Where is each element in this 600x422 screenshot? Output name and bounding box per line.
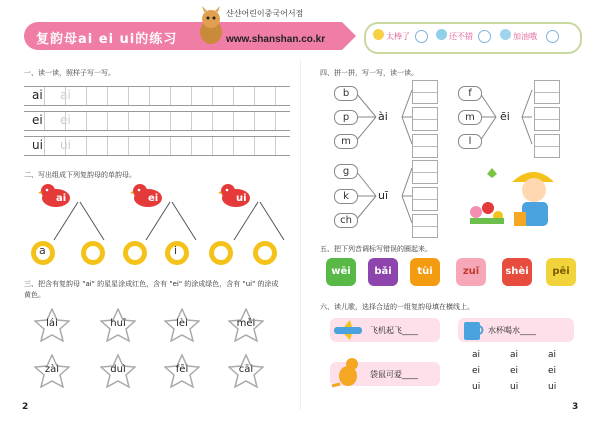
bird-label: ui	[236, 193, 247, 204]
frog-icon	[436, 29, 447, 40]
page-number-right: 3	[572, 402, 579, 412]
initial-letter: p	[334, 110, 358, 125]
writing-grid[interactable]	[412, 134, 438, 158]
section-1-title: 一、读一读，照样子写一写。	[24, 69, 115, 77]
final-center: uī	[378, 189, 389, 202]
writing-grid[interactable]	[534, 107, 560, 131]
pikachu-icon	[373, 29, 384, 40]
option[interactable]: ei	[510, 366, 519, 376]
flower-answer: a	[39, 244, 46, 257]
section-4-title: 四、拼一拼，写一写，读一读。	[320, 69, 418, 77]
initial-letter: k	[334, 189, 358, 204]
initial-letter: b	[334, 86, 358, 101]
writing-grid[interactable]	[412, 160, 438, 184]
star-label: duì	[110, 364, 126, 375]
flower-icon[interactable]	[208, 240, 234, 266]
veg-label: bǎi	[374, 266, 392, 277]
option[interactable]: ui	[548, 382, 557, 392]
flower-icon[interactable]	[80, 240, 106, 266]
section-3-title-line2: 黄色。	[24, 291, 45, 299]
writing-grid[interactable]	[412, 214, 438, 238]
veg-label: zuǐ	[462, 266, 480, 277]
option[interactable]: ui	[510, 382, 519, 392]
airplane-icon	[330, 318, 366, 342]
site-url: www.shanshan.co.kr	[226, 34, 326, 45]
section-5-title: 五、把下列音调标写错误的圈起来。	[320, 245, 432, 253]
section-2-title: 二、写出组成下列复韵母的单韵母。	[24, 171, 136, 179]
veg-label: wēi	[331, 266, 351, 277]
verse-line[interactable]: 袋鼠可爱____	[370, 370, 418, 379]
verse-line[interactable]: 水杯喝水____	[488, 326, 536, 335]
row-label: ai	[32, 88, 43, 102]
option[interactable]: ei	[548, 366, 557, 376]
page-divider	[300, 60, 301, 410]
verse-line[interactable]: 飞机起飞____	[370, 326, 418, 335]
star-label: měi	[236, 318, 256, 329]
writing-grid[interactable]	[412, 187, 438, 211]
initial-letter: m	[458, 110, 482, 125]
eval-circle-1[interactable]	[415, 30, 428, 43]
initial-letter: g	[334, 164, 358, 179]
eval-circle-2[interactable]	[478, 30, 491, 43]
row-label: ei	[32, 113, 43, 127]
option[interactable]: ei	[472, 366, 481, 376]
page-title: 复韵母ai ei ui的练习	[36, 32, 178, 47]
mouse-icon	[500, 29, 511, 40]
option[interactable]: ui	[472, 382, 481, 392]
initial-letter: m	[334, 134, 358, 149]
kangaroo-icon	[330, 356, 366, 388]
eval-label-1: 太棒了	[386, 32, 410, 41]
section-6-title: 六、读儿歌，选择合适的一组复韵母填在横线上。	[320, 303, 474, 311]
initial-letter: ch	[334, 213, 358, 228]
final-center: ēi	[500, 110, 510, 123]
initial-letter: f	[458, 86, 482, 101]
star-label: zài	[44, 364, 60, 375]
option[interactable]: ai	[548, 350, 557, 360]
row-ghost: ai	[60, 88, 71, 102]
option[interactable]: ai	[510, 350, 519, 360]
initial-letter: l	[458, 134, 482, 149]
eval-label-3: 加油哦	[513, 32, 537, 41]
row-ghost: ei	[60, 113, 71, 127]
child-with-flowers-illustration	[462, 162, 572, 232]
option[interactable]: ai	[472, 350, 481, 360]
writing-grid[interactable]	[534, 134, 560, 158]
site-korean-name: 샨샨어린이중국어서점	[226, 9, 304, 18]
veg-label: shèi	[505, 266, 529, 277]
star-label: cāi	[238, 364, 254, 375]
writing-grid[interactable]	[412, 80, 438, 104]
star-label: lèi	[176, 318, 188, 329]
mascot-icon	[196, 6, 226, 46]
star-label: lái	[46, 318, 58, 329]
final-center: ài	[378, 110, 388, 123]
flower-answer: i	[174, 244, 178, 257]
veg-label: pēi	[552, 266, 570, 277]
cup-icon	[460, 318, 486, 342]
row-label: ui	[32, 138, 43, 152]
eval-circle-3[interactable]	[546, 30, 559, 43]
flower-icon[interactable]	[252, 240, 278, 266]
flower-icon[interactable]	[122, 240, 148, 266]
section-3-title-line1: 三、把含有复韵母 "ai" 的星星涂成红色，含有 "ei" 的涂成绿色，含有 "ui" 的涂成	[24, 280, 279, 288]
star-label: huī	[110, 318, 126, 329]
eval-label-2: 还不错	[449, 32, 473, 41]
bird-label: ai	[56, 193, 67, 204]
veg-label: tùi	[417, 266, 433, 277]
star-label: fēi	[175, 364, 189, 375]
bird-label: ei	[148, 193, 159, 204]
page-number-left: 2	[22, 402, 29, 412]
writing-grid[interactable]	[412, 107, 438, 131]
row-ghost: ui	[60, 138, 71, 152]
writing-grid[interactable]	[534, 80, 560, 104]
